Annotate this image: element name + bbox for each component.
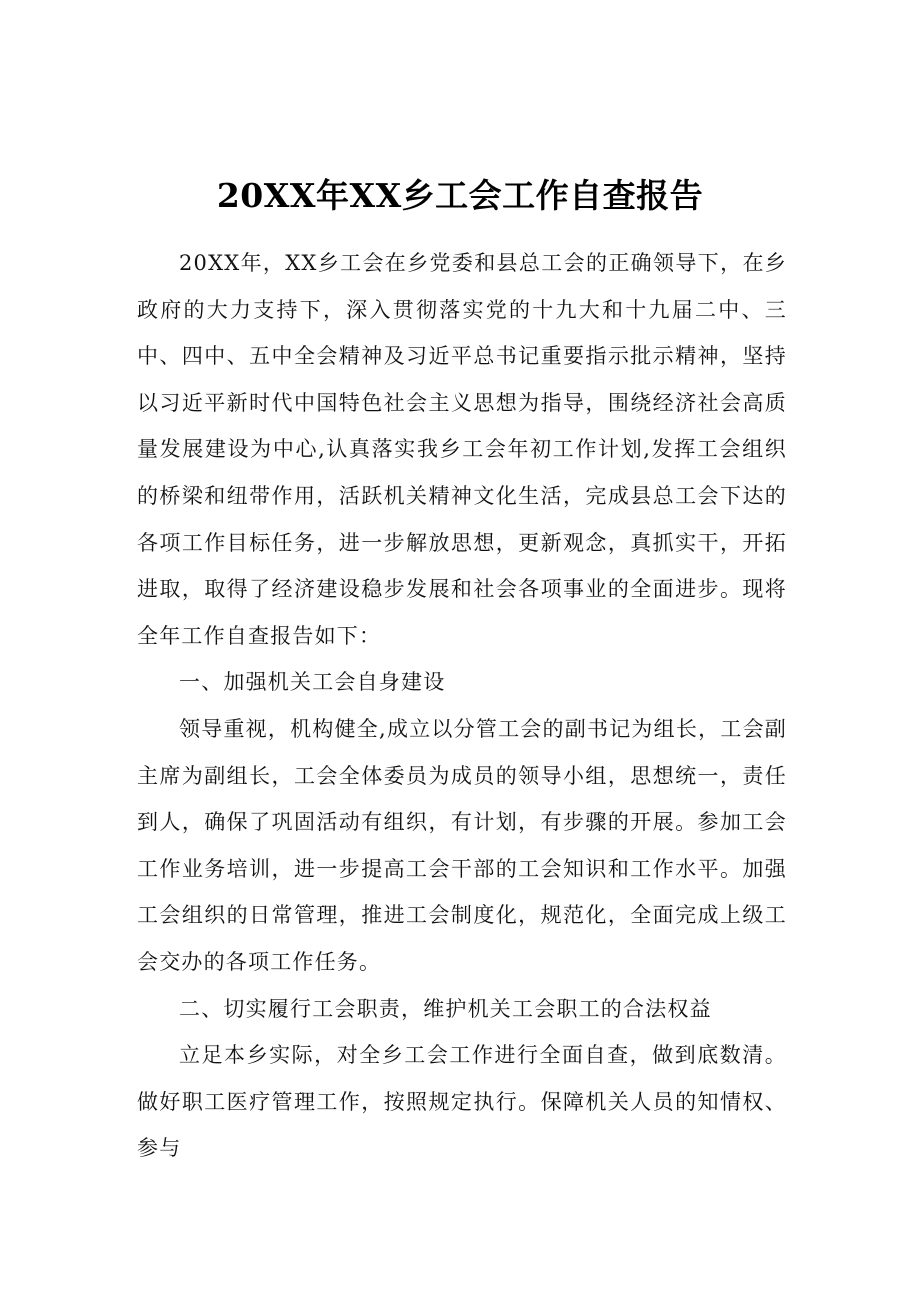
section-heading-1: 一、加强机关工会自身建设 bbox=[179, 670, 446, 695]
document-title: 20XX年XX乡工会工作自查报告 bbox=[216, 176, 704, 215]
section-heading-2: 二、切实履行工会职责，维护机关工会职工的合法权益 bbox=[179, 996, 712, 1021]
section-2-paragraph: 立足本乡实际，对全乡工会工作进行全面自查，做到底数清。做好职工医疗管理工作，按照规定执行。保障机关人员的知情权、参与 bbox=[137, 1043, 787, 1161]
section-1-paragraph: 领导重视，机构健全,成立以分管工会的副书记为组长，工会副主席为副组长，工会全体委员为成员的领导小组，思想统一，责任到人，确保了巩固活动有组织，有计划，有步骤的开展。参加工会工作业务培训，进一步提高工会干部的工会知识和工作水平。加强工会组织的日常管理，推进工会制度化，规范化，全面完成上级工会交办的各项工作任务。 bbox=[137, 716, 787, 974]
document-body bbox=[137, 240, 787, 1172]
intro-paragraph: 20XX年，XX乡工会在乡党委和县总工会的正确领导下，在乡政府的大力支持下，深入贯彻落实党的十九大和十九届二中、三中、四中、五中全会精神及习近平总书记重要指示批示精神，坚持以习近平新时代中国特色社会主义思想为指导，围绕经济社会高质量发展建设为中心,认真落实我乡工会年初工作计划,发挥工会组织的桥梁和纽带作用，活跃机关精神文化生活，完成县总工会下达的各项工作目标任务，进一步解放思想，更新观念，真抓实干，开拓进取，取得了经济建设稳步发展和社会各项事业的全面进步。现将全年工作自查报告如下： bbox=[137, 251, 787, 648]
